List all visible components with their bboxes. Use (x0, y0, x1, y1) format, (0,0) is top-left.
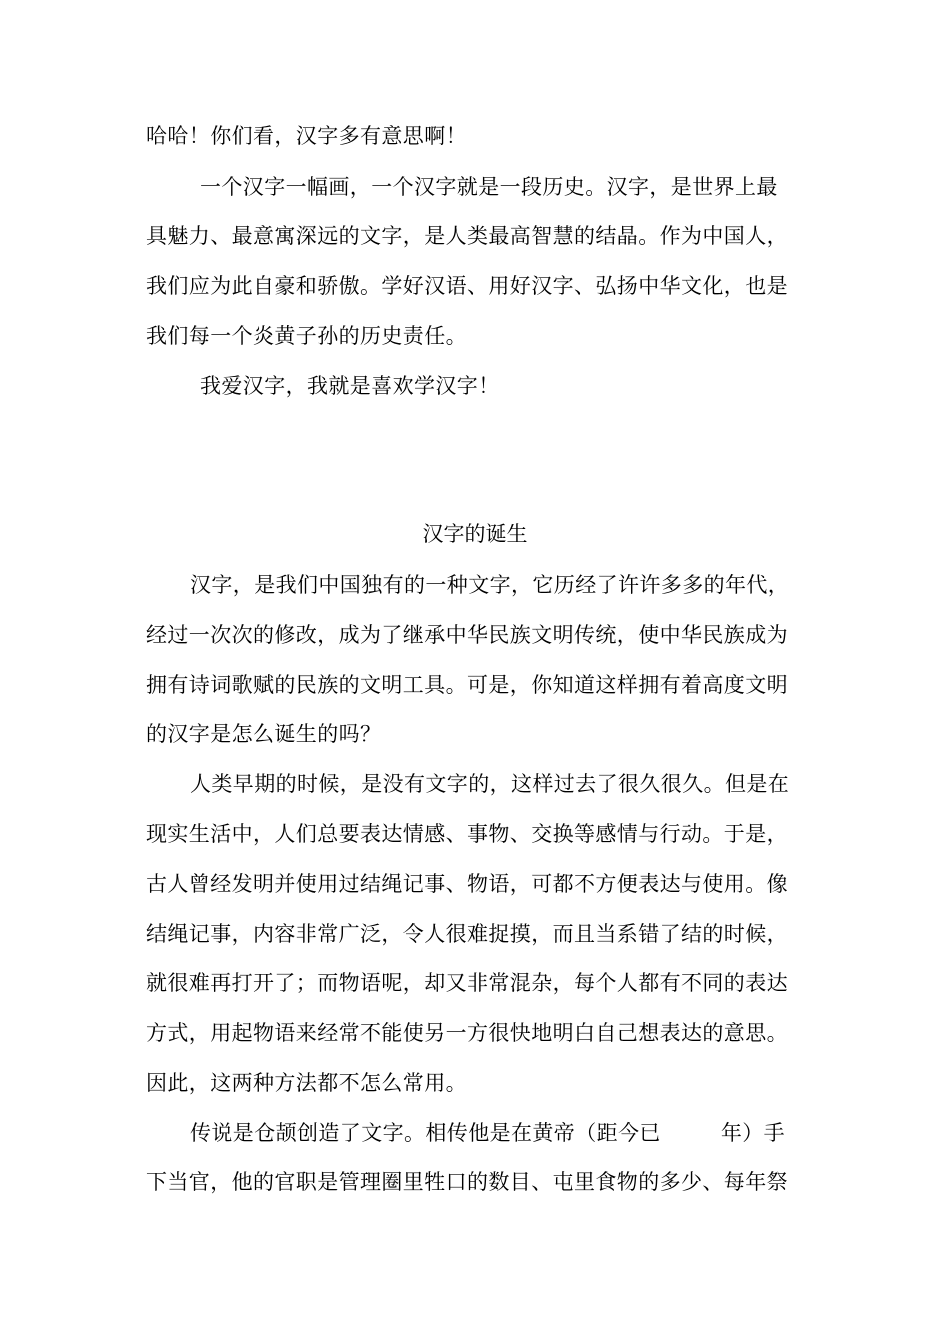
paragraph-line: 的汉字是怎么诞生的吗？ (146, 722, 382, 746)
section-title: 汉字的诞生 (422, 522, 528, 546)
paragraph-line: 就很难再打开了；而物语呢，却又非常混杂，每个人都有不同的表达 (146, 971, 788, 995)
paragraph-line: 我们应为此自豪和骄傲。学好汉语、用好汉字、弘扬中华文化，也是 (146, 274, 788, 298)
paragraph-line: 下当官，他的官职是管理圈里牲口的数目、屯里食物的多少、每年祭 (146, 1170, 788, 1194)
paragraph-line: 因此，这两种方法都不怎么常用。 (146, 1071, 467, 1095)
paragraph-line: 结绳记事，内容非常广泛，令人很难捉摸，而且当系错了结的时候， (146, 922, 788, 946)
paragraph-line: 具魅力、最意寓深远的文字，是人类最高智慧的结晶。作为中国人， (146, 224, 788, 248)
paragraph-line-with-gap (190, 1119, 785, 1147)
paragraph-line: 哈哈！你们看，汉字多有意思啊！ (146, 124, 467, 148)
line-segment: 传说是仓颉创造了文字。相传他是在黄帝（距今已 (190, 1121, 661, 1145)
line-segment: 年）手 (720, 1121, 786, 1145)
paragraph-line: 汉字，是我们中国独有的一种文字，它历经了许许多多的年代， (190, 573, 790, 597)
paragraph-line: 拥有诗词歌赋的民族的文明工具。可是，你知道这样拥有着高度文明 (146, 673, 788, 697)
paragraph-line: 我爱汉字，我就是喜欢学汉字！ (200, 374, 500, 398)
paragraph-line: 古人曾经发明并使用过结绳记事、物语，可都不方便表达与使用。像 (146, 872, 788, 896)
paragraph-line: 我们每一个炎黄子孙的历史责任。 (146, 324, 467, 348)
paragraph-line: 人类早期的时候，是没有文字的，这样过去了很久很久。但是在 (190, 772, 790, 796)
paragraph-line: 现实生活中，人们总要表达情感、事物、交换等感情与行动。于是， (146, 822, 788, 846)
paragraph-line: 一个汉字一幅画，一个汉字就是一段历史。汉字，是世界上最 (200, 175, 778, 199)
paragraph-line: 方式，用起物语来经常不能使另一方很快地明白自己想表达的意思。 (146, 1021, 788, 1045)
paragraph-line: 经过一次次的修改，成为了继承中华民族文明传统，使中华民族成为 (146, 623, 788, 647)
